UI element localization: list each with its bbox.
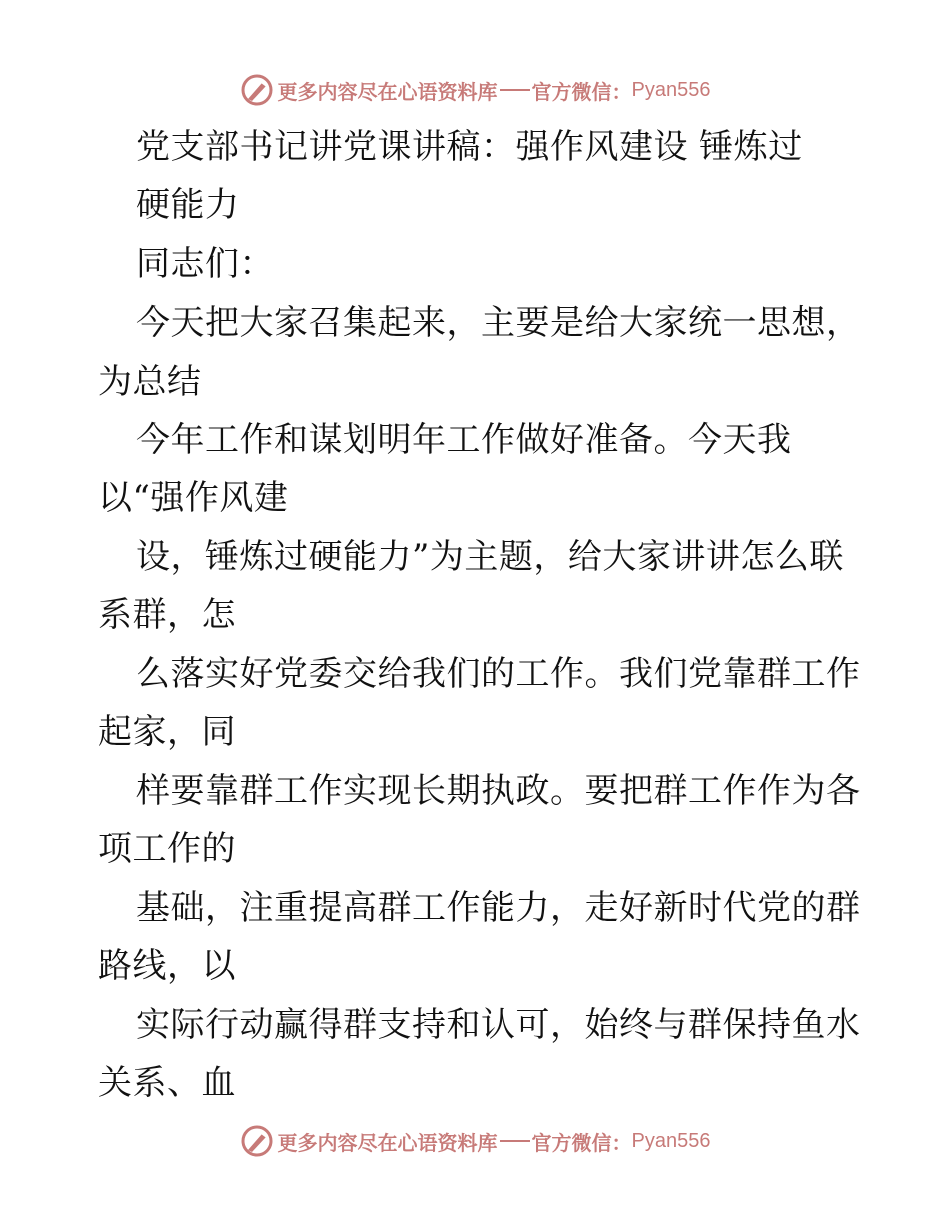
pen-circle-logo-icon	[240, 1124, 274, 1158]
document-title-line-1: 党支部书记讲党课讲稿：强作风建设 锤炼过	[136, 127, 803, 167]
watermark-wechat-id: Pyan556	[631, 78, 711, 101]
watermark-wechat-id: Pyan556	[631, 1129, 711, 1152]
paragraph-line: 关系、血	[98, 1063, 236, 1103]
document-title-line-2: 硬能力	[136, 185, 240, 225]
watermark-dash	[500, 1140, 530, 1142]
paragraph-line: 为总结	[98, 362, 202, 402]
footer-watermark	[0, 1121, 950, 1161]
watermark-site-text: 更多内容尽在心语资料库	[277, 79, 498, 104]
paragraph-line: 实际行动赢得群支持和认可，始终与群保持鱼水	[136, 1005, 861, 1045]
paragraph-line: 设，锤炼过硬能力”为主题，给大家讲讲怎么联	[136, 537, 844, 577]
watermark-dash	[500, 89, 530, 91]
paragraph-line: 样要靠群工作实现长期执政。要把群工作作为各	[136, 771, 861, 811]
watermark-site-text: 更多内容尽在心语资料库	[277, 1130, 498, 1155]
paragraph-line: 今天把大家召集起来，主要是给大家统一思想，	[136, 303, 861, 343]
paragraph-line: 么落实好党委交给我们的工作。我们党靠群工作	[136, 654, 861, 694]
watermark-label: 官方微信：	[531, 79, 632, 104]
paragraph-line: 起家，同	[98, 712, 236, 752]
paragraph-line: 基础，注重提高群工作能力，走好新时代党的群	[136, 888, 861, 928]
salutation: 同志们：	[136, 244, 274, 284]
paragraph-line: 路线，以	[98, 946, 236, 986]
paragraph-line: 以“强作风建	[98, 478, 289, 518]
pen-circle-logo-icon	[240, 73, 274, 107]
paragraph-line: 系群，怎	[98, 595, 236, 635]
paragraph-line: 项工作的	[98, 829, 236, 869]
header-watermark	[0, 70, 950, 110]
watermark-label: 官方微信：	[531, 1130, 632, 1155]
paragraph-line: 今年工作和谋划明年工作做好准备。今天我	[136, 420, 792, 460]
